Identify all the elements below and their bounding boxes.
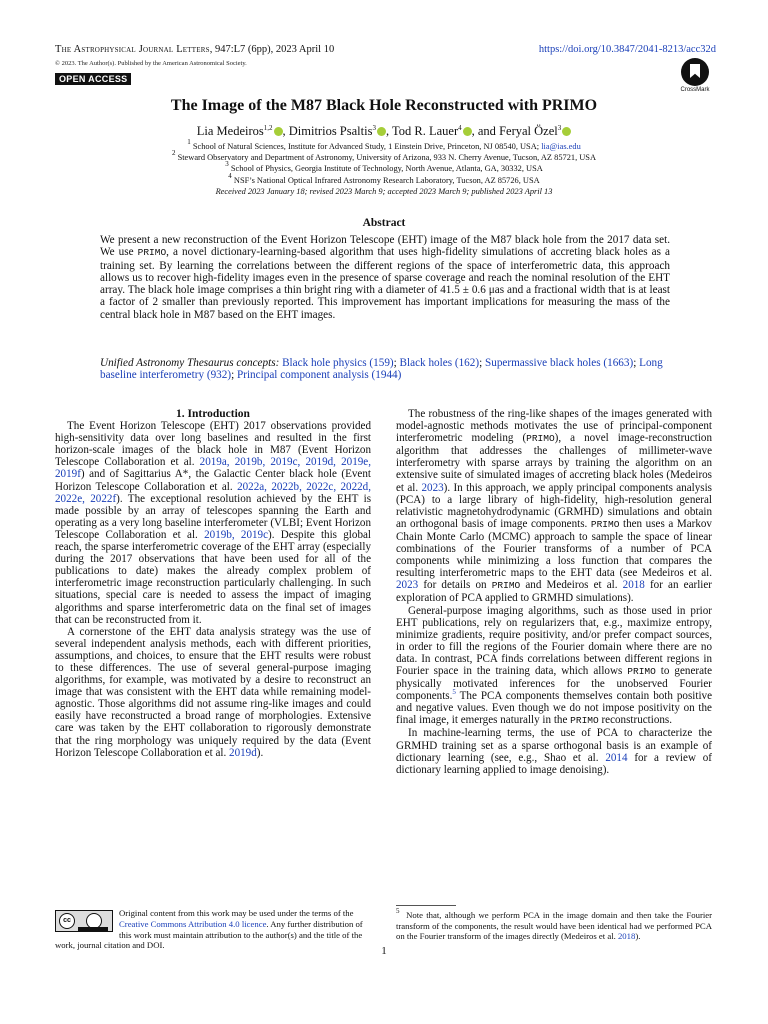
text-run: ). bbox=[635, 931, 641, 942]
by-bar-icon bbox=[78, 927, 108, 932]
email-link[interactable]: lia@ias.edu bbox=[541, 142, 581, 151]
primo-name: PRIMO bbox=[627, 665, 656, 677]
reference-link[interactable]: 2023 bbox=[421, 481, 444, 494]
cc-icon: cc bbox=[59, 913, 75, 929]
author-separator: , bbox=[385, 124, 392, 138]
copyright-notice: © 2023. The Author(s). Published by the American Astronomical Society. bbox=[55, 60, 247, 67]
text-run: for an earlier exploration of PCA applied to GRMHD simulations). bbox=[396, 579, 712, 605]
abstract-part: , a novel dictionary-learning-based algorithm that uses high-fidelity simulations of accreting black holes as a training set. By learning the correlations between the different regions of the space of interferometric data, this approach allows us to recover high-fidelity images even in the presence of sparse coverage and reach the nominal resolution of the EHT array. The black hole image comprises a thin bright ring with a diameter of 41.5 ± 0.6 μas and a fractional width that is at least a factor of 2 smaller than previously reported. This improvement has important implications for measuring the mass of the central black hole in M87 based on the EHT images. bbox=[100, 246, 670, 321]
author-name: Dimitrios Psaltis bbox=[288, 124, 373, 138]
author-name: Tod R. Lauer bbox=[392, 124, 459, 138]
abstract-part: We present a new reconstruction of the Event Horizon Telescope (EHT) image of the M87 black hole from the 2017 data set. We use bbox=[100, 234, 670, 259]
text-run: to generate physically motivated inferences for the unobserved Fourier components. bbox=[396, 664, 713, 703]
author-affil-sup: 3 bbox=[372, 124, 376, 132]
affil-text: Steward Observatory and Department of Astronomy, University of Arizona, 933 N. Cherry Avenue, Tucson, AZ 85721, USA bbox=[177, 153, 597, 163]
footnote-marker[interactable]: 5 bbox=[452, 688, 456, 697]
affiliation bbox=[0, 149, 768, 163]
paragraph bbox=[55, 626, 371, 759]
affil-text: School of Physics, Georgia Institute of Technology, North Avenue, Atlanta, GA, 30332, USA bbox=[230, 164, 543, 174]
abstract-text bbox=[100, 234, 670, 321]
author-affil-sup: 4 bbox=[458, 124, 462, 132]
uat-concept-link[interactable]: Black hole physics (159) bbox=[282, 357, 394, 369]
footnote-number: 5 bbox=[396, 907, 400, 915]
affil-sup: 3 bbox=[225, 160, 229, 169]
journal-name: The Astrophysical Journal Letters bbox=[55, 44, 210, 55]
text-run: for details on bbox=[418, 579, 492, 592]
orcid-icon[interactable] bbox=[274, 127, 283, 136]
author-separator: , bbox=[282, 124, 289, 138]
affil-sup: 1 bbox=[187, 138, 191, 146]
author-separator: , and bbox=[471, 124, 500, 138]
received-dates: Received 2023 January 18; revised 2023 March 9; accepted 2023 March 9; published 2023 April 13 bbox=[215, 186, 553, 196]
paragraph bbox=[55, 420, 371, 626]
right-column bbox=[396, 408, 712, 776]
text-run: ), a novel image-reconstruction algorithm that addresses the challenges of millimeter-wave interferometry with sparse arrays by training the algorithm on an extensive suite of simulated images of accreting black holes (Medeiros et al. bbox=[396, 432, 713, 494]
orcid-icon[interactable] bbox=[463, 127, 472, 136]
primo-name: PRIMO bbox=[526, 433, 555, 445]
text-run: The PCA components themselves contain both positive and negative values. Even though we do not impose positivity on the final image, it emerges naturally in the bbox=[396, 690, 712, 727]
reference-link[interactable]: 2018 bbox=[622, 579, 645, 592]
text-run: Note that, although we perform PCA in the image domain and then take the Fourier transform of the components, the result would have been identical had we performed PCA on the Fourier transform of the images directly (Medeiros et al. bbox=[396, 910, 712, 942]
crossmark-icon bbox=[681, 58, 709, 86]
affil-text: School of Natural Sciences, Institute for Advanced Study, 1 Einstein Drive, Princeton, NJ 08540, USA; bbox=[192, 142, 540, 151]
text-run: . Any further distribution of this work must maintain attribution to the author(s) and the title of the work, journal citation and DOI. bbox=[55, 918, 363, 951]
author-list bbox=[0, 124, 768, 139]
abstract-heading: Abstract bbox=[362, 217, 406, 229]
text-run: The robustness of the ring-like shapes of the images generated with model-agnostic methods motivates the use of principal-component interferometric modeling ( bbox=[396, 408, 712, 445]
uat-concept-link[interactable]: Principal component analysis (1944) bbox=[237, 369, 402, 382]
primo-name: PRIMO bbox=[137, 247, 167, 259]
affil-sup: 2 bbox=[171, 149, 176, 158]
author-affil-sup: 1,2 bbox=[263, 124, 273, 132]
uat-label: Unified Astronomy Thesaurus concepts: bbox=[100, 357, 280, 369]
uat-concepts: Unified Astronomy Thesaurus concepts: Black hole physics (159); Black holes (162); Supermassive black holes (1663); Long baseline interferometry (932); Principal component analysis (1944) bbox=[100, 357, 663, 382]
text-run: ) and of Sagittarius A*, the Galactic Center black hole (Event Horizon Telescope Collaboration et al. bbox=[55, 468, 371, 493]
orcid-icon[interactable] bbox=[377, 127, 386, 136]
license-link[interactable]: Creative Commons Attribution 4.0 licence bbox=[119, 918, 267, 929]
journal-citation bbox=[55, 44, 334, 55]
text-run: General-purpose imaging algorithms, such as those used in prior EHT publications, rely on regularizers that, e.g., maximize entropy, minimize gradients, require positivity, and/or prefer compact sources, in order to fill the regions of the Fourier domain where there are no data. In contrast, PCA finds correlations between different regions in Fourier space in the training data, which allows bbox=[396, 604, 712, 677]
section-heading: 1. Introduction bbox=[176, 408, 250, 420]
footnote bbox=[396, 907, 712, 942]
affiliations bbox=[0, 138, 768, 197]
footnote-rule bbox=[396, 905, 456, 906]
text-run: and Medeiros et al. bbox=[520, 579, 623, 592]
open-access-badge: OPEN ACCESS bbox=[55, 73, 131, 85]
left-column bbox=[55, 408, 371, 759]
affiliation bbox=[0, 138, 768, 152]
text-run: ). In this approach, we apply principal components analysis (PCA) to a large library of high-fidelity, high-resolution general relativistic magnetohydrodynamic (GRMHD) simulations and obtain an orthogonal basis of image components. bbox=[396, 481, 712, 530]
primo-name: PRIMO bbox=[491, 580, 521, 592]
reference-link[interactable]: 2014 bbox=[605, 751, 628, 764]
paragraph bbox=[396, 727, 712, 775]
text-run: In machine-learning terms, the use of PCA to characterize the GRMHD training set as a sparse orthogonal basis is an example of dictionary learning (see, e.g., Shao et al. bbox=[396, 727, 712, 764]
uat-concept-link[interactable]: Black holes (162) bbox=[399, 357, 480, 369]
uat-concept-link[interactable]: Supermassive black holes (1663) bbox=[485, 357, 634, 369]
text-run: The Event Horizon Telescope (EHT) 2017 observations provided high-sensitivity data over long baselines and resulted in the first horizon-scale images of the black hole in M87 (Event Horizon Telescope Collaboration et al. bbox=[55, 420, 371, 469]
crossmark-badge[interactable] bbox=[678, 58, 712, 93]
text-run: ). bbox=[256, 746, 264, 759]
reference-link[interactable]: 2019b, 2019c bbox=[204, 528, 269, 541]
text-run: Original content from this work may be used under the terms of the bbox=[119, 908, 354, 918]
doi-link[interactable]: https://doi.org/10.3847/2041-8213/acc32d bbox=[538, 44, 716, 55]
reference-link[interactable]: 2018 bbox=[617, 931, 636, 942]
affil-text: NSF’s National Optical Infrared Astronomy Research Laboratory, Tucson, AZ 85726, USA bbox=[233, 175, 540, 185]
text-run: then uses a Markov Chain Monte Carlo (MCMC) approach to sample the space of linear combinations of the Fourier transforms of a number of PCA components while minimizing a loss function that compares the resulting interferometric maps to the EHT data (see Medeiros et al. bbox=[396, 517, 712, 580]
reference-link[interactable]: 2019d bbox=[229, 746, 257, 759]
crossmark-label: CrossMark bbox=[680, 87, 710, 93]
citation-info: , 947:L7 (6pp), 2023 April 10 bbox=[209, 44, 335, 55]
reference-link[interactable]: 2022a, 2022b, 2022c, 2022d, 2022e, 2022f bbox=[55, 480, 371, 505]
affiliation bbox=[0, 171, 768, 186]
affiliation bbox=[0, 160, 768, 174]
uat-concept-link[interactable]: Long baseline interferometry (932) bbox=[100, 357, 663, 382]
reference-link[interactable]: 2023 bbox=[396, 579, 419, 592]
reference-link[interactable]: 2019a, 2019b, 2019c, 2019d, 2019e, 2019f bbox=[55, 456, 371, 481]
primo-name: PRIMO bbox=[570, 715, 599, 727]
text-run: A cornerstone of the EHT data analysis strategy was the use of several independent analysis methods, each with different priorities, assumptions, and choices, to ensure that the EHT results were robust to these differences. The use of several general-purpose imaging algorithms, for example, was motivated by a desire to reconstruct an image that was consistent with the EHT data while remaining model-agnostic. Those algorithms did not assume ring-like images and could easily have reconstructed a broad range of morphologies. Extensive care was taken by the EHT collaboration to rigorously demonstrate that the ring morphology was uniquely required by the data (Event Horizon Telescope Collaboration et al. bbox=[55, 625, 371, 759]
paper-title: The Image of the M87 Black Hole Reconstructed with PRIMO bbox=[170, 97, 598, 114]
text-run: ). Despite this global reach, the sparse interferometric coverage of the EHT array (especially during the 2017 observations that have been used for all of the publications to date) makes the already complex problem of interferometric image reconstruction particularly challenging. In such situations, special care is needed to assess the impact of imaging algorithms and sparse interferometric data on the final set of images that can be reconstructed from it. bbox=[55, 528, 371, 626]
affil-sup: 4 bbox=[228, 171, 232, 180]
author-affil-sup: 3 bbox=[557, 124, 562, 132]
cc-by-badge-icon[interactable] bbox=[55, 910, 113, 932]
page-number: 1 bbox=[381, 945, 387, 957]
text-run: for a review of dictionary learning applied to image denoising). bbox=[396, 751, 712, 776]
text-run: ). The exceptional resolution achieved by the EHT is made possible by an array of telescopes spanning the Earth and operating as a very long baseline interferometer (VLBI; Event Horizon Telescope Collaboration et al. bbox=[55, 492, 372, 541]
orcid-icon[interactable] bbox=[562, 127, 571, 136]
primo-name: PRIMO bbox=[590, 518, 620, 530]
paragraph bbox=[396, 408, 712, 605]
author-name: Lia Medeiros bbox=[196, 124, 264, 138]
author-name: Feryal Özel bbox=[499, 124, 558, 138]
text-run: reconstructions. bbox=[598, 714, 673, 727]
paragraph bbox=[396, 605, 712, 728]
